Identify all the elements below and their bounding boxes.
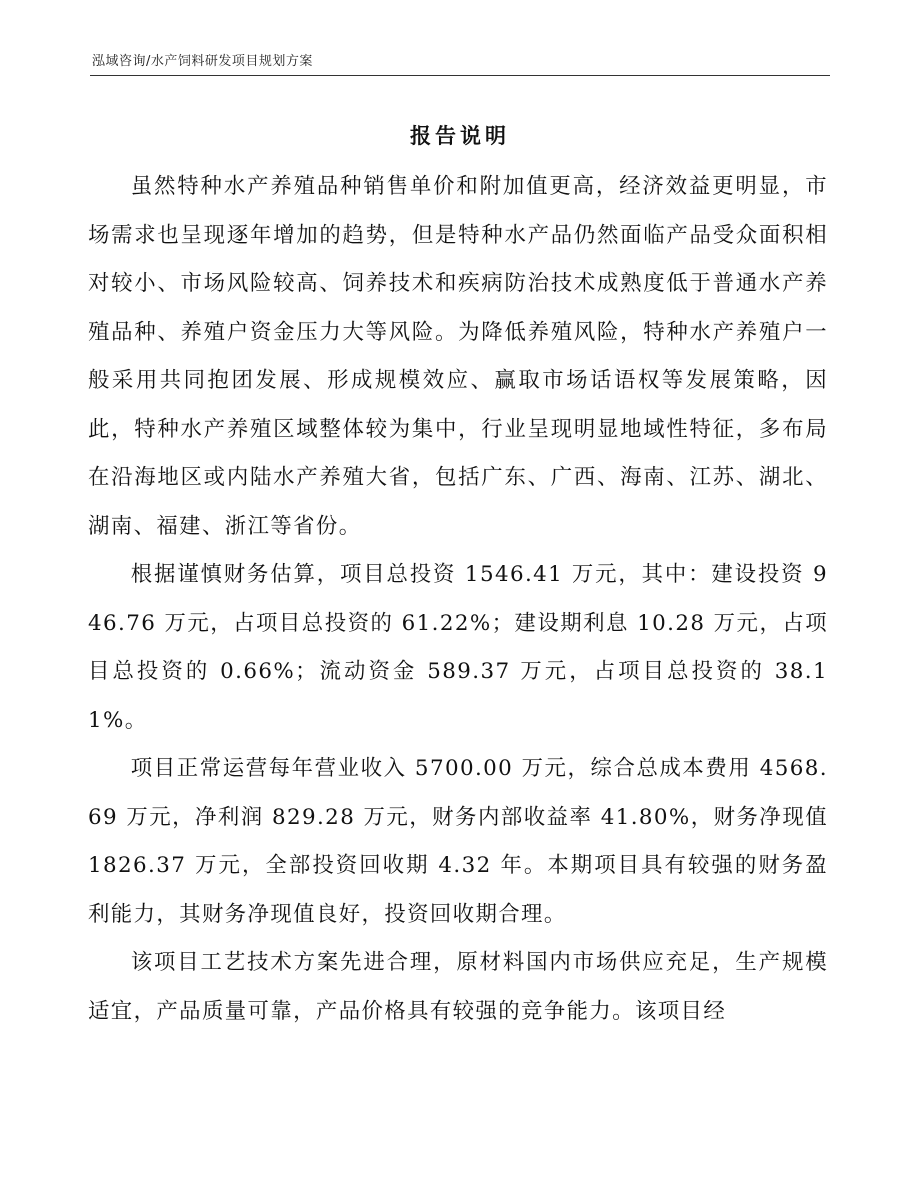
paragraph-industry-overview: 虽然特种水产养殖品种销售单价和附加值更高，经济效益更明显，市场需求也呈现逐年增加的趋势，但是特种水产品仍然面临产品受众面积相对较小、市场风险较高、饲养技术和疾病防治技术成熟度低于普通水产养殖品种、养殖户资金压力大等风险。为降低养殖风险，特种水产养殖户一般采用共同抱团发展、形成规模效应、赢取市场话语权等发展策略，因此，特种水产养殖区域整体较为集中，行业呈现明显地域性特征，多布局在沿海地区或内陆水产养殖大省，包括广东、广西、海南、江苏、湖北、湖南、福建、浙江等省份。 — [88, 174, 828, 539]
report-body — [88, 163, 828, 1036]
paragraph-investment-estimate: 根据谨慎财务估算，项目总投资 1546.41 万元，其中：建设投资 946.76 万元，占项目总投资的 61.22%；建设期利息 10.28 万元，占项目总投资的 0.66%；流动资金 589.37 万元，占项目总投资的 38.11%。 — [88, 562, 828, 733]
header-divider — [90, 75, 830, 76]
running-header: 泓域咨询/水产饲料研发项目规划方案 — [92, 54, 313, 69]
page-title: 报告说明 — [410, 124, 510, 148]
paragraph-technical-assessment: 该项目工艺技术方案先进合理，原材料国内市场供应充足，生产规模适宜，产品质量可靠，产品价格具有较强的竞争能力。该项目经 — [88, 950, 828, 1024]
paragraph-operating-returns: 项目正常运营每年营业收入 5700.00 万元，综合总成本费用 4568.69 万元，净利润 829.28 万元，财务内部收益率 41.80%，财务净现值 1826.37 万元，全部投资回收期 4.32 年。本期项目具有较强的财务盈利能力，其财务净现值良好，投资回收期合理。 — [88, 756, 828, 927]
